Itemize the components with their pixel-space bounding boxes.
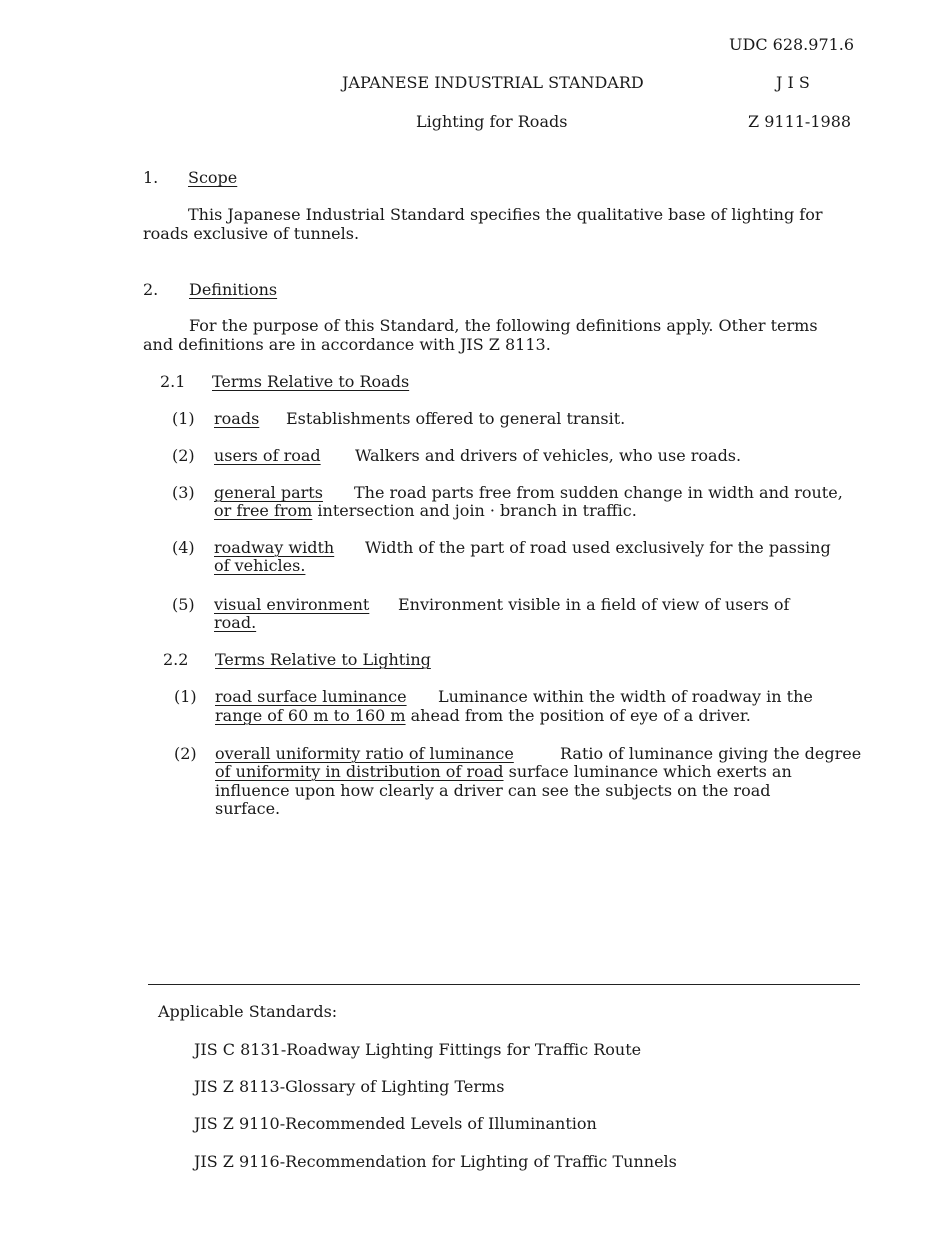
term-definition: Luminance within the width of roadway in the	[438, 687, 813, 706]
term-users-of-road: users of road	[214, 446, 321, 465]
term-roadway-width: roadway width	[214, 538, 335, 557]
term-definition: The road parts free from sudden change in width and route,	[354, 483, 843, 502]
section-2-text-line1: For the purpose of this Standard, the following definitions apply. Other terms	[189, 316, 818, 335]
term-definition: Establishments offered to general transit.	[286, 409, 626, 428]
applicable-standard-item: JIS Z 8113-Glossary of Lighting Terms	[194, 1077, 505, 1096]
term-visual-environment-continuation: road.	[214, 613, 257, 632]
subsection-2-1-number: 2.1	[160, 372, 186, 391]
term-definition-tail: ahead from the position of eye of a driver.	[405, 706, 751, 725]
jis-label: J I S	[776, 73, 810, 92]
term-definition-line3: influence upon how clearly a driver can see the subjects on the road	[215, 781, 771, 800]
section-2-title: Definitions	[189, 280, 278, 299]
section-1-number: 1.	[143, 168, 159, 187]
term-number: (1)	[174, 687, 197, 706]
term-definition-continuation	[214, 502, 637, 520]
term-number: (1)	[172, 409, 195, 428]
term-general-parts-continuation: or free from	[214, 501, 313, 520]
term-roadway-width-continuation: of vehicles.	[214, 556, 306, 575]
applicable-standard-item: JIS Z 9110-Recommended Levels of Illuminantion	[194, 1114, 597, 1133]
term-number: (2)	[174, 744, 197, 763]
section-1-title: Scope	[188, 168, 238, 187]
term-number: (3)	[172, 483, 195, 502]
udc-number: UDC 628.971.6	[729, 35, 855, 54]
term-definition-continuation	[215, 763, 792, 781]
term-definition-line4: surface.	[215, 799, 281, 818]
section-1-text-line2: roads exclusive of tunnels.	[143, 224, 360, 243]
section-1-text-line1: This Japanese Industrial Standard specifies the qualitative base of lighting for	[188, 205, 823, 224]
document-title: Lighting for Roads	[416, 112, 568, 131]
term-definition: Environment visible in a field of view of users of	[398, 595, 790, 614]
term-definition-tail: surface luminance which exerts an	[503, 762, 792, 781]
applicable-standard-item: JIS C 8131-Roadway Lighting Fittings for Traffic Route	[194, 1040, 642, 1059]
term-number: (4)	[172, 538, 195, 557]
standard-title: JAPANESE INDUSTRIAL STANDARD	[342, 73, 644, 92]
term-number: (2)	[172, 446, 195, 465]
term-number: (5)	[172, 595, 195, 614]
term-road-surface-luminance-continuation: range of 60 m to 160 m	[215, 706, 406, 725]
subsection-2-2-number: 2.2	[163, 650, 189, 669]
term-overall-uniformity-ratio-continuation: of uniformity in distribution of road	[215, 762, 504, 781]
term-overall-uniformity-ratio: overall uniformity ratio of luminance	[215, 744, 514, 763]
subsection-2-2-title: Terms Relative to Lighting	[215, 650, 431, 669]
footer-divider	[148, 984, 860, 985]
term-general-parts: general parts	[214, 483, 323, 502]
applicable-standard-item: JIS Z 9116-Recommendation for Lighting of Traffic Tunnels	[194, 1152, 677, 1171]
term-road-surface-luminance: road surface luminance	[215, 687, 407, 706]
section-2-number: 2.	[143, 280, 159, 299]
term-roads: roads	[214, 409, 260, 428]
document-number: Z 9111-1988	[748, 112, 852, 131]
applicable-standards-heading: Applicable Standards:	[158, 1002, 338, 1021]
term-definition-continuation	[215, 707, 751, 725]
section-2-text-line2: and definitions are in accordance with JIS Z 8113.	[143, 335, 551, 354]
term-definition: Ratio of luminance giving the degree	[560, 744, 862, 763]
term-definition-tail: intersection and join · branch in traffic.	[312, 501, 637, 520]
term-definition: Walkers and drivers of vehicles, who use roads.	[355, 446, 742, 465]
subsection-2-1-title: Terms Relative to Roads	[212, 372, 410, 391]
term-definition: Width of the part of road used exclusively for the passing	[365, 538, 831, 557]
term-visual-environment: visual environment	[214, 595, 370, 614]
